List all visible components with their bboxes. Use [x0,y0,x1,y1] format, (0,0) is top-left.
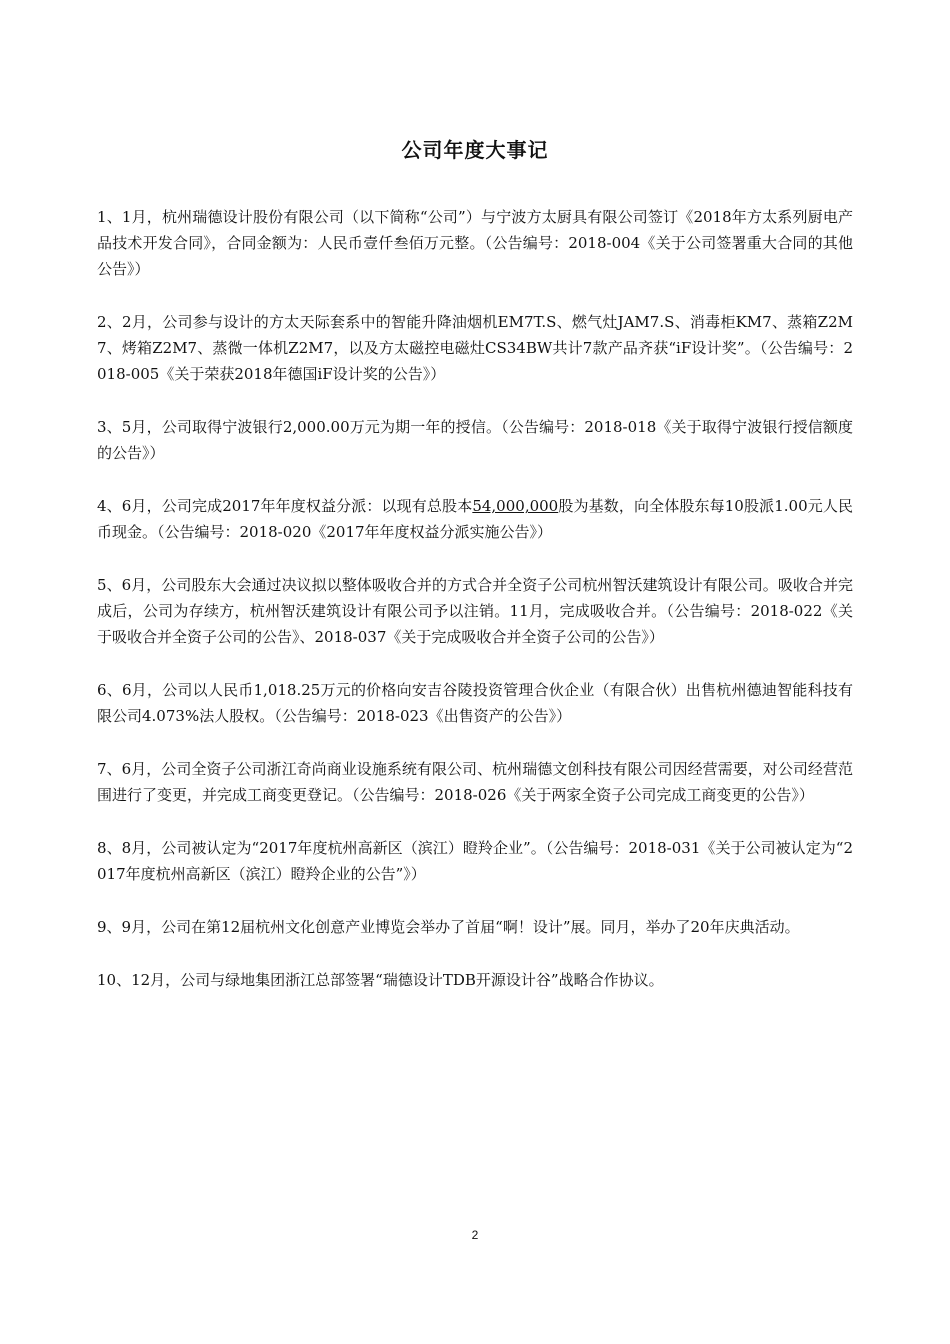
list-item: 5、6月，公司股东大会通过决议拟以整体吸收合并的方式合并全资子公司杭州智沃建筑设计有限公司。吸收合并完成后，公司为存续方，杭州智沃建筑设计有限公司予以注销。11月，完成吸收合并。（公告编号：2018-022《关于吸收合并全资子公司的公告》、2018-037《关于完成吸收合并全资子公司的公告》） [97,576,853,646]
list-item: 10、12月，公司与绿地集团浙江总部签署“瑞德设计TDB开源设计谷”战略合作协议。 [97,971,664,989]
list-item: 3、5月，公司取得宁波银行2,000.00万元为期一年的授信。（公告编号：2018-018《关于取得宁波银行授信额度的公告》） [97,418,853,462]
list-item [97,493,853,545]
list-item: 6、6月，公司以人民币1,018.25万元的价格向安吉谷陵投资管理合伙企业（有限合伙）出售杭州德迪智能科技有限公司4.073%法人股权。（公告编号：2018-023《出售资产的公告》） [97,681,853,725]
page-title: 公司年度大事记 [401,138,549,162]
page-number: 2 [471,1228,479,1242]
list-item: 2、2月，公司参与设计的方太天际套系中的智能升降油烟机EM7T.S、燃气灶JAM7.S、消毒柜KM7、蒸箱Z2M7、烤箱Z2M7、蒸微一体机Z2M7，以及方太磁控电磁灶CS34BW共计7款产品齐获“iF设计奖”。（公告编号：2018-005《关于荣获2018年德国iF设计奖的公告》） [97,313,853,383]
underlined-share-count: 54,000,000 [472,497,559,515]
list-item-text: 股为基数，向全体股东每10股派1.00元人民币现金。（公告编号：2018-020《2017年年度权益分派实施公告》） [97,497,853,541]
list-item: 7、6月，公司全资子公司浙江奇尚商业设施系统有限公司、杭州瑞德文创科技有限公司因经营需要，对公司经营范围进行了变更，并完成工商变更登记。（公告编号：2018-026《关于两家全资子公司完成工商变更的公告》） [97,760,853,804]
list-item: 9、9月，公司在第12届杭州文化创意产业博览会举办了首届“啊！设计”展。同月，举办了20年庆典活动。 [97,918,800,936]
list-item-text: 4、6月，公司完成2017年年度权益分派：以现有总股本 [97,497,473,515]
events-list [97,204,853,1020]
list-item: 1、1月，杭州瑞德设计股份有限公司（以下简称“公司”）与宁波方太厨具有限公司签订《2018年方太系列厨电产品技术开发合同》，合同金额为：人民币壹仟叁佰万元整。（公告编号：2018-004《关于公司签署重大合同的其他公告》） [97,208,853,278]
list-item: 8、8月，公司被认定为“2017年度杭州高新区（滨江）瞪羚企业”。（公告编号：2018-031《关于公司被认定为“2017年度杭州高新区（滨江）瞪羚企业的公告”》） [97,839,853,883]
